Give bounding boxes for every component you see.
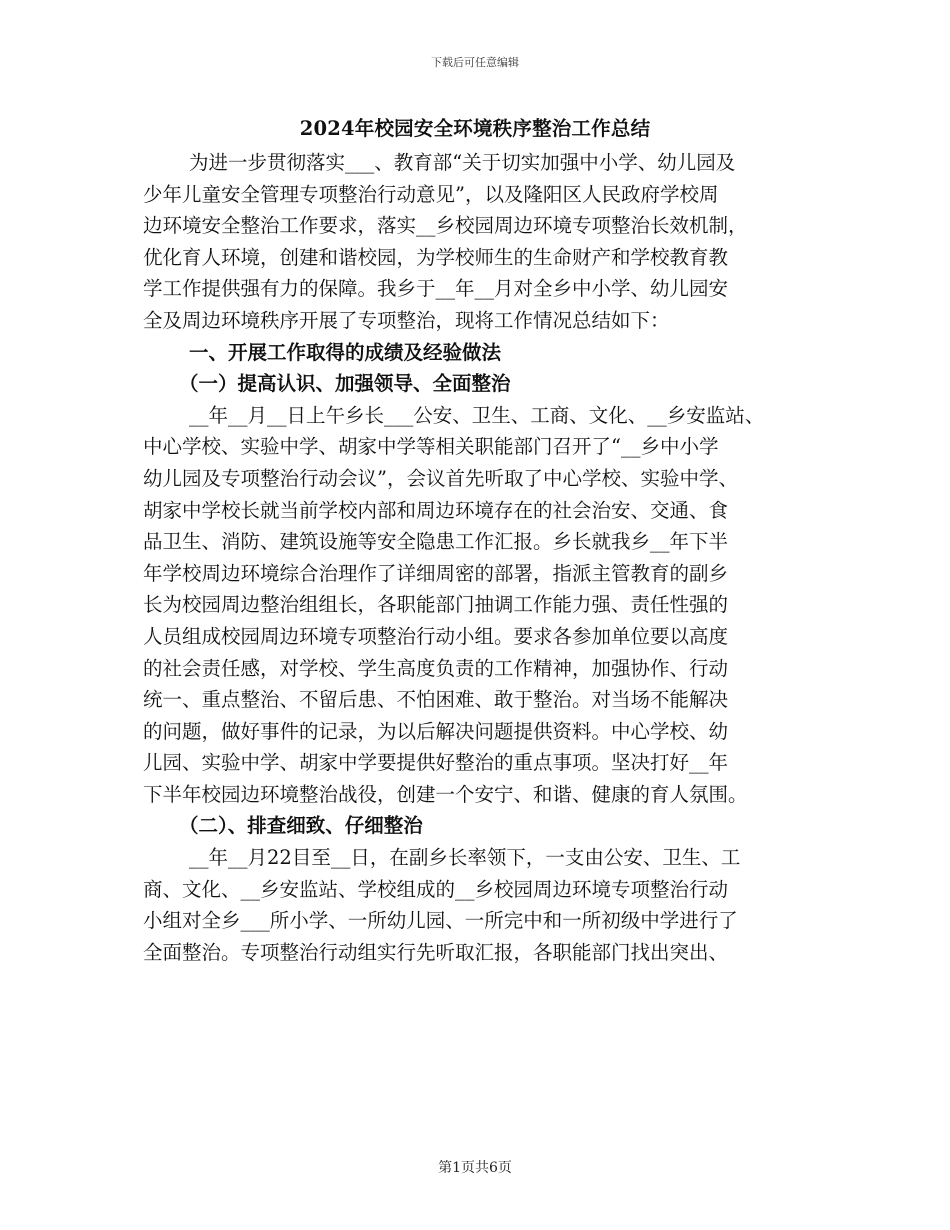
paragraph-line: 全及周边环境秩序开展了专项整治，现将工作情况总结如下： [143,308,670,332]
section-heading: （一）提高认识、加强领导、全面整治 [179,372,511,396]
paragraph-line: __年__月__日上午乡长___公安、卫生、工商、文化、__乡安监站、 [189,403,765,427]
paragraph-line: 中心学校、实验中学、胡家中学等相关职能部门召开了“__乡中小学 [143,435,719,459]
section-heading: （二）、排查细致、仔细整治 [179,814,423,838]
paragraph-line: 儿园、实验中学、胡家中学要提供好整治的重点事项。坚决打好__年 [143,751,729,775]
page-header: 下载后可任意编辑 [431,56,519,69]
document-body [143,147,815,968]
section-heading: 一、开展工作取得的成绩及经验做法 [189,340,502,364]
paragraph-line: 边环境安全整治工作要求，落实__乡校园周边环境专项整治长效机制， [143,214,748,238]
paragraph-line: 人员组成校园周边环境专项整治行动小组。要求各参加单位要以高度 [143,624,729,648]
paragraph-line: 小组对全乡___所小学、一所幼儿园、一所完中和一所初级中学进行了 [143,909,738,933]
paragraph-line: 少年儿童安全管理专项整治行动意见”，以及隆阳区人民政府学校周 [143,182,719,206]
document-title: 2024年校园安全环境秩序整治工作总结 [299,117,651,140]
page-footer: 第1页共6页 [438,1160,512,1176]
paragraph-line: 年学校周边环境综合治理作了详细周密的部署，指派主管教育的副乡 [143,561,729,585]
paragraph-line: 幼儿园及专项整治行动会议”，会议首先听取了中心学校、实验中学、 [143,466,738,490]
paragraph-line: 学工作提供强有力的保障。我乡于__年__月对全乡中小学、幼儿园安 [143,277,729,301]
paragraph-line: 下半年校园边环境整治战役，创建一个安宁、和谐、健康的育人氛围。 [143,782,748,806]
paragraph-line: 长为校园周边整治组组长，各职能部门抽调工作能力强、责任性强的 [143,593,729,617]
paragraph-line: 优化育人环境，创建和谐校园，为学校师生的生命财产和学校教育教 [143,245,729,269]
paragraph-line: __年__月22目至__日，在副乡长率领下，一支由公安、卫生、工 [189,846,741,870]
paragraph-line: 商、文化、__乡安监站、学校组成的__乡校园周边环境专项整治行动 [143,877,729,901]
paragraph-line: 为进一步贯彻落实___、教育部“关于切实加强中小学、幼儿园及 [189,151,736,174]
paragraph-line: 胡家中学校长就当前学校内部和周边环境存在的社会治安、交通、食 [143,498,729,522]
paragraph-line: 全面整治。专项整治行动组实行先听取汇报，各职能部门找出突出、 [143,940,729,964]
paragraph-line: 统一、重点整治、不留后患、不怕困难、敢于整治。对当场不能解决 [143,688,729,712]
paragraph-line: 的社会责任感，对学校、学生高度负责的工作精神，加强协作、行动 [143,656,729,680]
paragraph-line: 的问题，做好事件的记录，为以后解决问题提供资料。中心学校、幼 [143,719,729,743]
paragraph-line: 品卫生、消防、建筑设施等安全隐患工作汇报。乡长就我乡__年下半 [143,530,729,554]
